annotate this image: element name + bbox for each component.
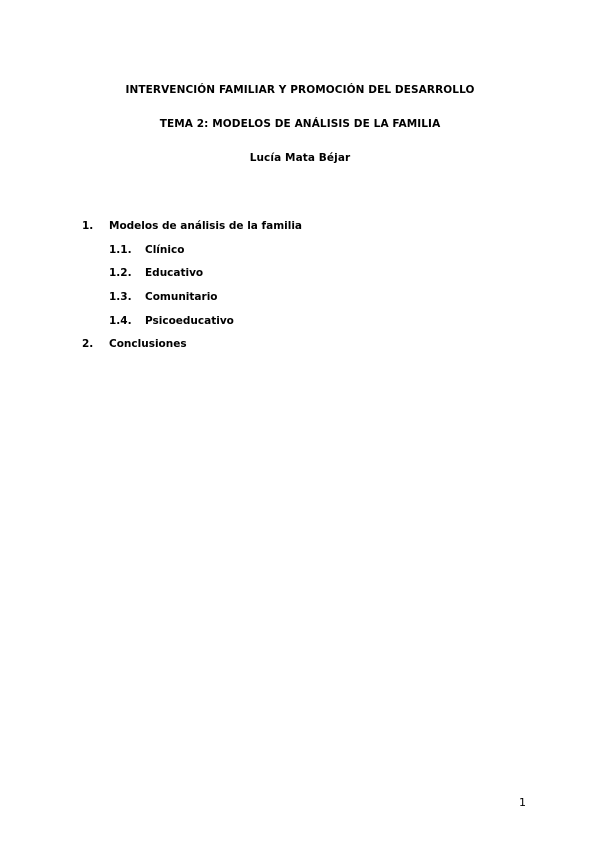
toc-item-number: 2. xyxy=(82,338,94,350)
toc-subitem-label: Educativo xyxy=(145,267,204,279)
document-subtitle: TEMA 2: MODELOS DE ANÁLISIS DE LA FAMILIA xyxy=(159,118,441,130)
toc-subitem-label: Clínico xyxy=(145,244,185,256)
toc-subitem-number: 1.1. xyxy=(109,244,132,256)
toc-subitem-label: Comunitario xyxy=(145,291,218,303)
toc-subitem-label: Psicoeducativo xyxy=(145,315,234,327)
document-title: INTERVENCIÓN FAMILIAR Y PROMOCIÓN DEL DESARROLLO xyxy=(125,84,475,96)
toc-subitem-number: 1.4. xyxy=(109,315,132,327)
toc-item-label: Conclusiones xyxy=(109,338,187,350)
document-author: Lucía Mata Béjar xyxy=(249,152,351,164)
toc-item-label: Modelos de análisis de la familia xyxy=(109,220,303,232)
page-number: 1 xyxy=(519,796,526,809)
toc-item-number: 1. xyxy=(82,220,94,232)
toc-subitem-number: 1.2. xyxy=(109,267,132,279)
toc-subitem-number: 1.3. xyxy=(109,291,132,303)
